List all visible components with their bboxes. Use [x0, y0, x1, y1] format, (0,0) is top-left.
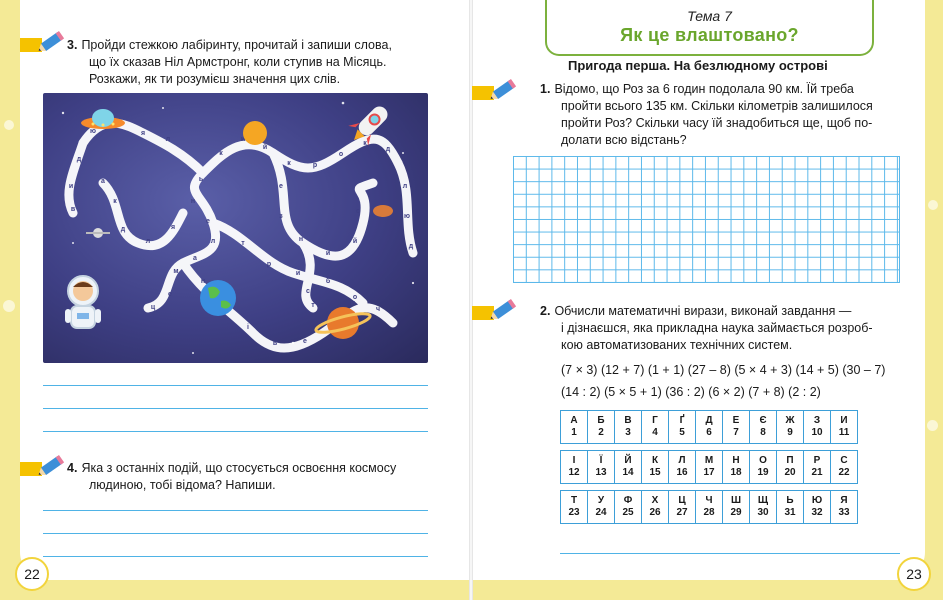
cipher-letter: З — [813, 415, 821, 426]
cipher-number: 4 — [652, 427, 658, 438]
cipher-letter: Ч — [705, 495, 713, 506]
cipher-letter: Д — [705, 415, 713, 426]
task-3-number: 3. — [67, 38, 78, 52]
pencil-icon — [20, 452, 66, 482]
cipher-number: 12 — [568, 467, 580, 478]
cipher-number: 14 — [622, 467, 634, 478]
cipher-cell — [696, 411, 723, 444]
cipher-number: 2 — [598, 427, 604, 438]
cipher-letter: Т — [570, 495, 578, 506]
answer-line[interactable] — [43, 408, 428, 409]
cipher-number: 20 — [784, 467, 796, 478]
cipher-cell — [831, 451, 858, 484]
maze-letter: ю — [404, 213, 410, 220]
cipher-number: 1 — [571, 427, 577, 438]
cipher-cell — [696, 451, 723, 484]
maze-letter: с — [356, 208, 360, 215]
cipher-cell — [642, 451, 669, 484]
cipher-letter: В — [624, 415, 632, 426]
task-1-line-3: пройти Роз? Скільки часу їй знадобиться ще, щоб по- — [561, 116, 873, 130]
cipher-cell — [561, 451, 588, 484]
pencil-icon — [20, 28, 66, 58]
maze-letter: м — [173, 268, 179, 275]
maze-letter: н — [298, 236, 304, 243]
answer-line[interactable] — [43, 533, 428, 534]
cipher-number: 22 — [838, 467, 850, 478]
cipher-number: 25 — [622, 507, 634, 518]
maze-letter: л — [402, 183, 408, 190]
task-3-line-1: Пройди стежкою лабіринту, прочитай і запиши слова, — [81, 38, 392, 52]
cipher-cell — [777, 451, 804, 484]
cipher-cell — [750, 451, 777, 484]
maze-letter: д — [408, 243, 414, 250]
task-1-line-4: долати всю відстань? — [561, 133, 687, 147]
maze-letter: и — [350, 300, 356, 307]
decor-bubble — [3, 300, 15, 312]
cipher-letter: І — [572, 455, 576, 466]
cipher-letter: Ь — [786, 495, 794, 506]
cipher-number: 6 — [706, 427, 712, 438]
maze-letter: р — [312, 162, 318, 169]
expressions-row-1: (7 × 3) (12 + 7) (1 + 1) (27 – 8) (5 × 4 + 3) (14 + 5) (30 – 7) — [561, 363, 886, 377]
task-3-text — [67, 37, 437, 88]
task-3-line-2: що їх сказав Ніл Армстронг, коли ступив на Місяць. — [89, 55, 387, 69]
maze-letter: н — [190, 198, 196, 205]
cipher-letter: Ц — [678, 495, 686, 506]
cipher-number: 3 — [625, 427, 631, 438]
cipher-cell — [723, 491, 750, 524]
page-number-left: 22 — [15, 557, 49, 591]
maze-letter: б — [325, 278, 331, 285]
maze-letter: о — [338, 151, 344, 158]
cipher-letter: Ї — [599, 455, 603, 466]
ufo-icon — [81, 109, 125, 129]
cipher-number: 7 — [733, 427, 739, 438]
task-4-line-1: Яка з останніх подій, що стосується освоєння космосу — [81, 461, 397, 475]
maze-letter: л — [210, 238, 216, 245]
cipher-cell — [642, 411, 669, 444]
cipher-cell — [615, 411, 642, 444]
asteroid-icon — [373, 205, 393, 217]
cipher-number: 18 — [730, 467, 742, 478]
cipher-number: 27 — [676, 507, 688, 518]
maze-letter: е — [303, 338, 307, 345]
cipher-number: 16 — [676, 467, 688, 478]
cipher-row — [561, 411, 858, 444]
cipher-letter: Ґ — [679, 415, 685, 426]
task-1-line-2: пройти всього 135 км. Скільки кілометрів залишилося — [561, 99, 873, 113]
maze-letter: т — [311, 302, 315, 309]
maze-letter: и — [240, 136, 246, 143]
decor-bubble — [928, 200, 938, 210]
cipher-cell — [804, 411, 831, 444]
planet-icon — [240, 121, 267, 145]
cipher-letter: Ж — [785, 415, 795, 426]
maze-letter: т — [241, 240, 245, 247]
cipher-number: 31 — [784, 507, 796, 518]
maze-letter: о — [352, 294, 358, 301]
cipher-cell — [696, 491, 723, 524]
task-3-line-3: Розкажи, як ти розумієш значення цих слів. — [89, 72, 341, 86]
maze-letter: ч — [375, 306, 381, 313]
cipher-letter: К — [651, 455, 659, 466]
cipher-cell — [561, 491, 588, 524]
cipher-cell — [588, 491, 615, 524]
cipher-cell — [750, 491, 777, 524]
answer-line[interactable] — [43, 556, 428, 557]
cipher-cell — [669, 451, 696, 484]
topic-header — [545, 0, 874, 56]
cipher-number: 19 — [757, 467, 769, 478]
earth-icon — [200, 280, 236, 316]
cipher-letter: Ш — [730, 495, 742, 506]
cipher-letter: Ф — [623, 495, 633, 506]
maze-letter: ц — [150, 304, 156, 311]
answer-line[interactable] — [43, 385, 428, 386]
maze-letter: е — [168, 291, 172, 298]
cipher-letter: Л — [678, 455, 686, 466]
cipher-cell — [750, 411, 777, 444]
decor-bubble — [4, 120, 14, 130]
maze-letter: в — [272, 340, 278, 347]
cipher-number: 29 — [730, 507, 742, 518]
maze-letter: ю — [90, 128, 96, 135]
maze-letter: н — [200, 278, 206, 285]
maze-letter: в — [70, 206, 76, 213]
cipher-number: 32 — [811, 507, 823, 518]
maze-letter: л — [145, 238, 151, 245]
task-1-text — [540, 81, 910, 149]
decor-bubble — [927, 420, 938, 431]
task-2-line-3: кою автоматизованих технічних систем. — [561, 338, 793, 352]
cipher-number: 24 — [595, 507, 607, 518]
cipher-number: 8 — [760, 427, 766, 438]
pencil-icon — [472, 76, 518, 106]
cipher-letter: Г — [652, 415, 658, 426]
maze-letter: а — [101, 178, 105, 185]
cipher-number: 30 — [757, 507, 769, 518]
cipher-letter: Ю — [811, 495, 823, 506]
cipher-number: 11 — [838, 427, 850, 438]
maze-letter: а — [193, 255, 197, 262]
cipher-letter: П — [786, 455, 794, 466]
cipher-cell — [777, 411, 804, 444]
space-maze-image — [43, 93, 428, 363]
cipher-cell — [561, 411, 588, 444]
cipher-cell — [831, 491, 858, 524]
cipher-number: 10 — [811, 427, 823, 438]
cipher-letter: Н — [732, 455, 740, 466]
task-1-number: 1. — [540, 82, 551, 96]
task-2-line-1: Обчисли математичні вирази, виконай завдання — — [554, 304, 852, 318]
maze-letter: я — [170, 224, 176, 231]
task-2-text — [540, 303, 910, 354]
task-4-line-2: людиною, тобі відома? Напиши. — [89, 478, 276, 492]
maze-letter: е — [206, 218, 210, 225]
cipher-cell — [804, 491, 831, 524]
cipher-number: 23 — [568, 507, 580, 518]
maze-letter: к — [363, 140, 367, 147]
maze-letter: и — [295, 270, 301, 277]
task-1-line-1: Відомо, що Роз за 6 годин подолала 90 км. Їй треба — [554, 82, 854, 96]
maze-letter: д — [385, 146, 391, 153]
task-4-number: 4. — [67, 461, 78, 475]
maze-letter: е — [279, 183, 283, 190]
cipher-cell — [804, 451, 831, 484]
maze-letter: з — [279, 213, 283, 220]
cipher-number: 17 — [703, 467, 715, 478]
answer-line[interactable] — [560, 553, 900, 554]
cipher-letter: У — [597, 495, 605, 506]
cipher-letter: Б — [597, 415, 605, 426]
maze-letter: р — [266, 261, 272, 268]
astronaut-icon — [65, 276, 101, 328]
maze-letter: і — [247, 324, 249, 331]
cipher-cell — [723, 411, 750, 444]
maze-letter: я — [140, 130, 146, 137]
maze-letter: и — [325, 250, 331, 257]
cipher-cell — [723, 451, 750, 484]
cipher-letter: С — [840, 455, 848, 466]
cipher-number: 33 — [838, 507, 850, 518]
cipher-row — [561, 451, 858, 484]
task-4-text — [67, 460, 437, 494]
cipher-cell — [669, 491, 696, 524]
cipher-cell — [615, 451, 642, 484]
cipher-cell — [831, 411, 858, 444]
cipher-number: 9 — [787, 427, 793, 438]
topic-title: Як це влаштовано? — [620, 25, 799, 45]
cipher-number: 15 — [649, 467, 661, 478]
graph-paper-grid[interactable] — [513, 156, 900, 283]
maze-letter: л — [165, 136, 171, 143]
cipher-letter: О — [759, 455, 767, 466]
cipher-cell — [642, 491, 669, 524]
adventure-title: Пригода перша. На безлюдному острові — [568, 58, 828, 73]
cipher-letter: Й — [624, 455, 632, 466]
maze-letter: к — [113, 198, 117, 205]
cipher-cell — [588, 411, 615, 444]
pencil-icon — [472, 296, 518, 326]
cipher-letter: Е — [732, 415, 740, 426]
maze-letter: д — [76, 156, 82, 163]
cipher-cell — [588, 451, 615, 484]
cipher-cell — [669, 411, 696, 444]
maze-letter: й — [352, 238, 358, 245]
cipher-number: 21 — [811, 467, 823, 478]
maze-letter: к — [219, 150, 223, 157]
maze-letter: д — [120, 226, 126, 233]
satellite-icon — [86, 228, 110, 238]
cipher-letter: М — [704, 455, 714, 466]
maze-letter: с — [306, 288, 310, 295]
cipher-number: 28 — [703, 507, 715, 518]
cipher-cell — [777, 491, 804, 524]
maze-letter: к — [287, 160, 291, 167]
cipher-letter: Є — [759, 415, 767, 426]
cipher-number: 5 — [679, 427, 685, 438]
cipher-row — [561, 491, 858, 524]
maze-letter: й — [262, 144, 268, 151]
cipher-letter: А — [570, 415, 578, 426]
maze-letter: ь — [198, 176, 204, 183]
cipher-letter: Р — [813, 455, 821, 466]
expressions-row-2: (14 : 2) (5 × 5 + 1) (36 : 2) (6 × 2) (7 + 8) (2 : 2) — [561, 385, 821, 399]
page-number-right: 23 — [897, 557, 931, 591]
task-2-number: 2. — [540, 304, 551, 318]
maze-letter: и — [68, 183, 74, 190]
cipher-cell — [615, 491, 642, 524]
cipher-letter: Я — [840, 495, 848, 506]
cipher-number: 13 — [595, 467, 607, 478]
cipher-letter: И — [840, 415, 848, 426]
cipher-number: 26 — [649, 507, 661, 518]
answer-line[interactable] — [43, 431, 428, 432]
answer-line[interactable] — [43, 510, 428, 511]
cipher-table — [560, 410, 858, 524]
maze-illustration — [43, 93, 428, 363]
topic-label: Тема 7 — [687, 8, 732, 24]
cipher-letter: Щ — [757, 495, 769, 506]
cipher-letter: Х — [651, 495, 659, 506]
task-2-line-2: і дізнаєшся, яка прикладна наука займається розроб- — [561, 321, 873, 335]
